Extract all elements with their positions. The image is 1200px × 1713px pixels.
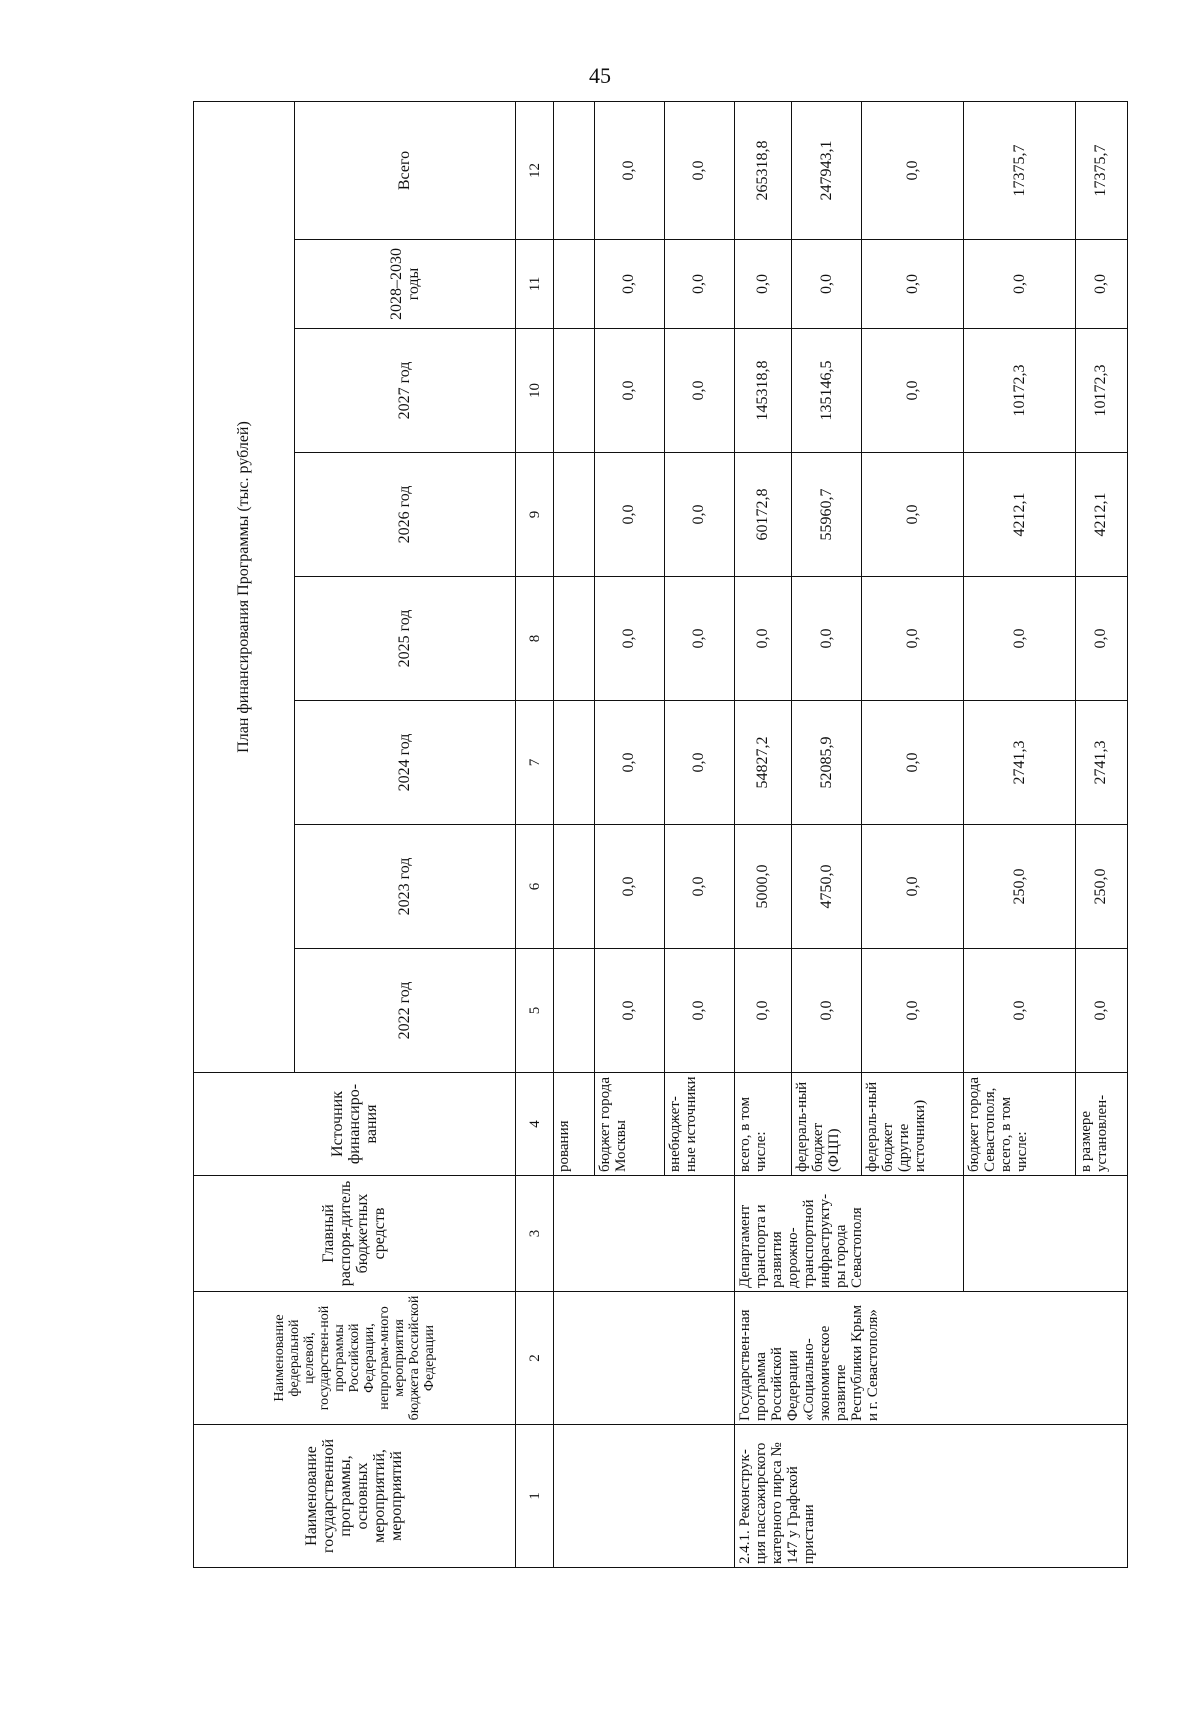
value-cell: 17375,7 (964, 101, 1076, 239)
value-cell: 0,0 (594, 453, 664, 577)
value-cell: 2741,3 (964, 701, 1076, 825)
value-cell: 0,0 (664, 577, 734, 701)
item-federal-program: Государствен-ная программа Российской Федерации «Социально-экономическое развитие Республики Крым и г. Севастополя» (734, 1292, 1127, 1425)
value-cell: 0,0 (862, 101, 964, 239)
funding-source: внебюджет-ные источники (664, 1073, 734, 1176)
item-budget-administrator: Департамент транспорта и развития дорожно-транспортной инфраструкту-ры города Севастополя (734, 1176, 964, 1292)
value-cell: 265318,8 (734, 101, 791, 239)
value-cell: 0,0 (862, 329, 964, 453)
funding-source: бюджет города Севастополя, всего, в том числе: (964, 1073, 1076, 1176)
value-cell: 0,0 (792, 949, 862, 1073)
value-cell: 247943,1 (792, 101, 862, 239)
value-cell: 10172,3 (1075, 329, 1127, 453)
value-cell: 17375,7 (1075, 101, 1127, 239)
value-cell: 0,0 (792, 577, 862, 701)
value-cell: 4750,0 (792, 825, 862, 949)
value-cell: 0,0 (664, 949, 734, 1073)
value-cell: 0,0 (594, 701, 664, 825)
value-cell: 0,0 (664, 329, 734, 453)
header-total: Всего (294, 101, 515, 239)
value-cell: 0,0 (1075, 949, 1127, 1073)
value-cell: 4212,1 (964, 453, 1076, 577)
table-row (734, 101, 791, 1567)
value-cell: 0,0 (594, 101, 664, 239)
value-cell: 0,0 (1075, 240, 1127, 329)
value-cell: 0,0 (734, 240, 791, 329)
column-index: 6 (515, 825, 553, 949)
item-name: 2.4.1. Реконструк-ция пассажирского катерного пирса № 147 у Графской пристани (734, 1425, 1127, 1568)
value-cell: 0,0 (594, 577, 664, 701)
value-cell: 0,0 (964, 577, 1076, 701)
header-year-2024: 2024 год (294, 701, 515, 825)
value-cell: 0,0 (664, 825, 734, 949)
header-budget-administrator: Главный распоря-дитель бюджетных средств (194, 1176, 516, 1292)
prev-item-name-cell (554, 1425, 735, 1568)
header-years-2028-2030: 2028–2030 годы (294, 240, 515, 329)
column-index: 5 (515, 949, 553, 1073)
value-cell: 0,0 (862, 453, 964, 577)
value-cell: 0,0 (964, 949, 1076, 1073)
prev-item-admin-cell (554, 1176, 735, 1292)
funding-source-continuation: рования (554, 1073, 594, 1176)
header-year-2026: 2026 год (294, 453, 515, 577)
value-cell: 0,0 (664, 701, 734, 825)
value-cell: 0,0 (862, 701, 964, 825)
header-year-2027: 2027 год (294, 329, 515, 453)
value-cell: 0,0 (862, 949, 964, 1073)
header-federal-program: Наименование федеральной целевой, государствен-ной программы Российской Федерации, непрограм-много мероприятия бюджета Российской Федерации (194, 1292, 516, 1425)
value-cell: 0,0 (594, 329, 664, 453)
column-index: 10 (515, 329, 553, 453)
funding-source: федераль-ный бюджет (ФЦП) (792, 1073, 862, 1176)
value-cell: 0,0 (964, 240, 1076, 329)
page-number: 45 (589, 63, 611, 88)
value-cell: 2741,3 (1075, 701, 1127, 825)
funding-source: всего, в том числе: (734, 1073, 791, 1176)
header-financing-plan: План финансирования Программы (тыс. рублей) (194, 101, 295, 1072)
value-cell: 0,0 (862, 240, 964, 329)
value-cell: 52085,9 (792, 701, 862, 825)
value-cell: 0,0 (664, 453, 734, 577)
value-cell: 0,0 (664, 101, 734, 239)
prev-item-program-cell (554, 1292, 735, 1425)
value-cell: 250,0 (1075, 825, 1127, 949)
header-funding-source: Источник финансиро-вания (194, 1073, 516, 1176)
header-year-2022: 2022 год (294, 949, 515, 1073)
value-cell: 4212,1 (1075, 453, 1127, 577)
value-cell: 135146,5 (792, 329, 862, 453)
funding-source: в размере установлен- (1075, 1073, 1127, 1176)
value-cell: 0,0 (862, 577, 964, 701)
item-admin-empty (964, 1176, 1128, 1292)
header-program-name: Наименование государственной программы, основных мероприятий, мероприятий (194, 1425, 516, 1568)
funding-source: бюджет города Москвы (594, 1073, 664, 1176)
value-cell: 0,0 (664, 240, 734, 329)
value-cell: 0,0 (734, 949, 791, 1073)
value-cell: 0,0 (594, 825, 664, 949)
rotated-table-container (193, 102, 1128, 1568)
column-index: 7 (515, 701, 553, 825)
value-cell: 0,0 (734, 577, 791, 701)
column-index: 9 (515, 453, 553, 577)
value-cell: 5000,0 (734, 825, 791, 949)
column-index: 4 (515, 1073, 553, 1176)
value-cell: 145318,8 (734, 329, 791, 453)
column-index: 2 (515, 1292, 553, 1425)
value-cell: 10172,3 (964, 329, 1076, 453)
column-index: 3 (515, 1176, 553, 1292)
financing-table (193, 101, 1128, 1568)
column-index: 12 (515, 101, 553, 239)
column-index: 8 (515, 577, 553, 701)
value-cell: 0,0 (594, 949, 664, 1073)
value-cell: 0,0 (594, 240, 664, 329)
value-cell: 0,0 (862, 825, 964, 949)
header-year-2025: 2025 год (294, 577, 515, 701)
funding-source: федераль-ный бюджет (другие источники) (862, 1073, 964, 1176)
column-index: 11 (515, 240, 553, 329)
value-cell: 55960,7 (792, 453, 862, 577)
value-cell: 54827,2 (734, 701, 791, 825)
value-cell: 0,0 (1075, 577, 1127, 701)
value-cell: 250,0 (964, 825, 1076, 949)
value-cell: 0,0 (792, 240, 862, 329)
value-cell: 60172,8 (734, 453, 791, 577)
header-year-2023: 2023 год (294, 825, 515, 949)
column-index: 1 (515, 1425, 553, 1568)
